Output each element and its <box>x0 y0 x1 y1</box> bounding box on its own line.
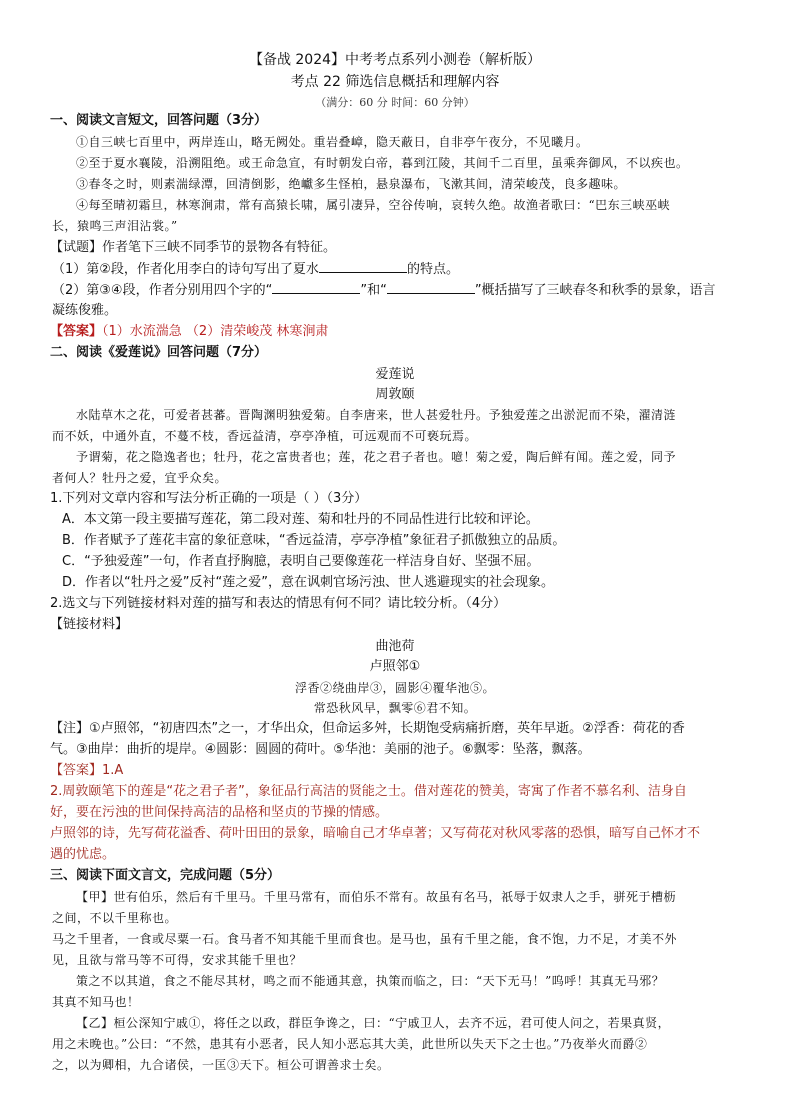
section1-heading: 一、阅读文言短文，回答问题（3分） <box>50 113 268 128</box>
s1-question-1 <box>52 260 459 279</box>
exam-title: 【备战 2024】中考考点系列小测卷（解析版） <box>248 52 542 68</box>
s1-q2-blank-2 <box>387 281 475 294</box>
s2-paragraph-1: 水陆草木之花，可爱者甚蕃。晋陶渊明独爱菊。自李唐来，世人甚爱牡丹。予独爱莲之出淤泥而不染，濯清涟 <box>76 408 677 422</box>
article-author: 周敦颐 <box>375 387 415 402</box>
s1-q2-blank-1 <box>272 281 360 294</box>
option-d: D．作者以“牡丹之爱”反衬“莲之爱”，意在讽刺官场污浊、世人逃避现实的社会现象。 <box>62 575 554 590</box>
s1-answer-label: 【答案】 <box>50 324 103 339</box>
s1-q2-mid: ”和“ <box>360 283 387 298</box>
s2-answer-2-cont: 好，要在污浊的世间保持高洁的品格和坚贞的节操的情感。 <box>50 805 389 820</box>
link-material-label: 【链接材料】 <box>50 617 129 632</box>
section3-heading: 三、阅读下面文言文，完成问题（5分） <box>50 868 281 883</box>
poem-author: 卢照邻① <box>369 659 421 674</box>
jia-paragraph-2: 马之千里者，一食或尽粟一石。食马者不知其能千里而食也。是马也，虽有千里之能，食不饱，力不足，才美不外 <box>52 932 678 946</box>
poem-line-2: 常恐秋风早，飘零⑥君不知。 <box>313 701 477 715</box>
s1-question-label: 【试题】作者笔下三峡不同季节的景物各有特征。 <box>50 240 337 255</box>
s2-answer-1: 【答案】1.A <box>50 763 124 778</box>
exam-subtitle: 考点 22 筛选信息概括和理解内容 <box>290 74 500 90</box>
s2-answer-2: 2.周敦颐笔下的莲是“花之君子者”，象征品行高洁的贤能之士。借对莲花的赞美，寄寓了作者不慕名利、洁身自 <box>50 784 687 799</box>
s1-q2-pre: （2）第③④段，作者分别用四个字的“ <box>52 283 273 298</box>
s1-q1-post: 的特点。 <box>406 262 459 277</box>
s1-q2-post: ”概括描写了三峡春冬和秋季的景象，语言 <box>474 283 716 298</box>
s1-answer-text: （1）水流湍急 （2）清荣峻茂 林寒涧肃 <box>102 324 329 339</box>
option-a: A．本文第一段主要描写莲花，第二段对莲、菊和牡丹的不同品性进行比较和评论。 <box>62 512 539 527</box>
section2-heading: 二、阅读《爱莲说》回答问题（7分） <box>50 345 268 360</box>
s2-question-2: 2.选文与下列链接材料对莲的描写和表达的情思有何不同？请比较分析。（4分） <box>50 596 507 611</box>
article-title: 爱莲说 <box>375 367 415 382</box>
poem-notes: 【注】①卢照邻，“初唐四杰”之一，才华出众，但命运多舛，长期饱受病痛折磨，英年早逝。②浮香：荷花的香 <box>50 721 685 736</box>
exam-meta: （满分：60 分 时间：60 分钟） <box>315 96 475 109</box>
s2-paragraph-2-cont: 者何人？牡丹之爱，宜乎众矣。 <box>52 471 228 485</box>
yi-paragraph-1-end: 之，以为卿相，九合诸侯，一匡③天下。桓公可谓善求士矣。 <box>52 1058 390 1072</box>
option-c: C．“予独爱莲”一句，作者直抒胸臆，表明自己要像莲花一样洁身自好、坚强不屈。 <box>62 554 540 569</box>
jia-paragraph-3: 策之不以其道，食之不能尽其材，鸣之而不能通其意，执策而临之，曰：“天下无马！”呜呼！其真无马邪？ <box>76 974 665 988</box>
s1-answer <box>50 323 328 341</box>
s2-answer-2-part2: 卢照邻的诗，先写荷花溢香、荷叶田田的景象，暗喻自己才华卓著；又写荷花对秋风零落的恐惧，暗写自己怀才不 <box>50 826 701 841</box>
jia-paragraph-3-cont: 其真不知马也！ <box>52 995 140 1009</box>
s2-paragraph-2: 予谓菊，花之隐逸者也；牡丹，花之富贵者也；莲，花之君子者也。噫！菊之爱，陶后鲜有闻。莲之爱，同予 <box>76 450 677 464</box>
s1-paragraph-4-cont: 长，猿鸣三声泪沾裳。” <box>52 219 178 233</box>
s1-paragraph-2: ②至于夏水襄陵，沿溯阻绝。或王命急宣，有时朝发白帝，暮到江陵，其间千二百里，虽乘奔御风，不以疾也。 <box>76 156 689 170</box>
option-b: B．作者赋予了莲花丰富的象征意味，“香远益清，亭亭净植”象征君子抓傲独立的品质。 <box>62 533 566 548</box>
poem-title: 曲池荷 <box>375 639 415 654</box>
s1-question-2 <box>52 281 716 300</box>
jia-paragraph-1-cont: 之间，不以千里称也。 <box>52 911 178 925</box>
s1-paragraph-4: ④每至晴初霜旦，林寒涧肃，常有高猿长啸，属引凄异，空谷传响，哀转久绝。故渔者歌曰：“巴东三峡巫峡 <box>76 198 671 212</box>
s2-answer-2-part2-cont: 遇的忧虑。 <box>50 847 116 862</box>
s1-paragraph-3: ③春冬之时，则素湍绿潭，回清倒影，绝巘多生怪柏，悬泉瀑布，飞漱其间，清荣峻茂，良多趣味。 <box>76 177 627 191</box>
s1-q1-blank <box>319 260 407 273</box>
s1-question-2-cont: 凝练俊雅。 <box>52 303 118 318</box>
s1-paragraph-1: ①自三峡七百里中，两岸连山，略无阙处。重岩叠嶂，隐天蔽日，自非亭午夜分，不见曦月。 <box>76 135 589 149</box>
s2-question-1: 1.下列对文章内容和写法分析正确的一项是（ ）（3分） <box>50 491 368 506</box>
jia-paragraph-1: 【甲】世有伯乐，然后有千里马。千里马常有，而伯乐不常有。故虽有名马，祇辱于奴隶人之手，骈死于槽枥 <box>76 890 677 904</box>
s1-q1-pre: （1）第②段，作者化用李白的诗句写出了夏水 <box>52 262 319 277</box>
yi-paragraph-1: 【乙】桓公深知宁戚①，将任之以政，群臣争谗之，曰：“宁戚卫人，去齐不远，君可使人问之，若果真贤， <box>76 1016 671 1030</box>
s2-paragraph-1-cont: 而不妖，中通外直，不蔓不枝，香远益清，亭亭净植，可远观而不可亵玩焉。 <box>52 429 478 443</box>
jia-paragraph-2-cont: 见，且欲与常马等不可得，安求其能千里也？ <box>52 953 303 967</box>
poem-notes-cont: 气。③曲岸：曲折的堤岸。④圆影：圆圆的荷叶。⑤华池：美丽的池子。⑥飘零：坠落，飘落。 <box>50 742 591 757</box>
yi-paragraph-1-cont: 用之未晚也。”公曰：“不然，患其有小恶者，民人知小恶忘其大美，此世所以失天下之士也。”乃夜举火而爵② <box>52 1037 648 1051</box>
poem-line-1: 浮香②绕曲岸③，圆影④覆华池⑤。 <box>294 681 495 695</box>
